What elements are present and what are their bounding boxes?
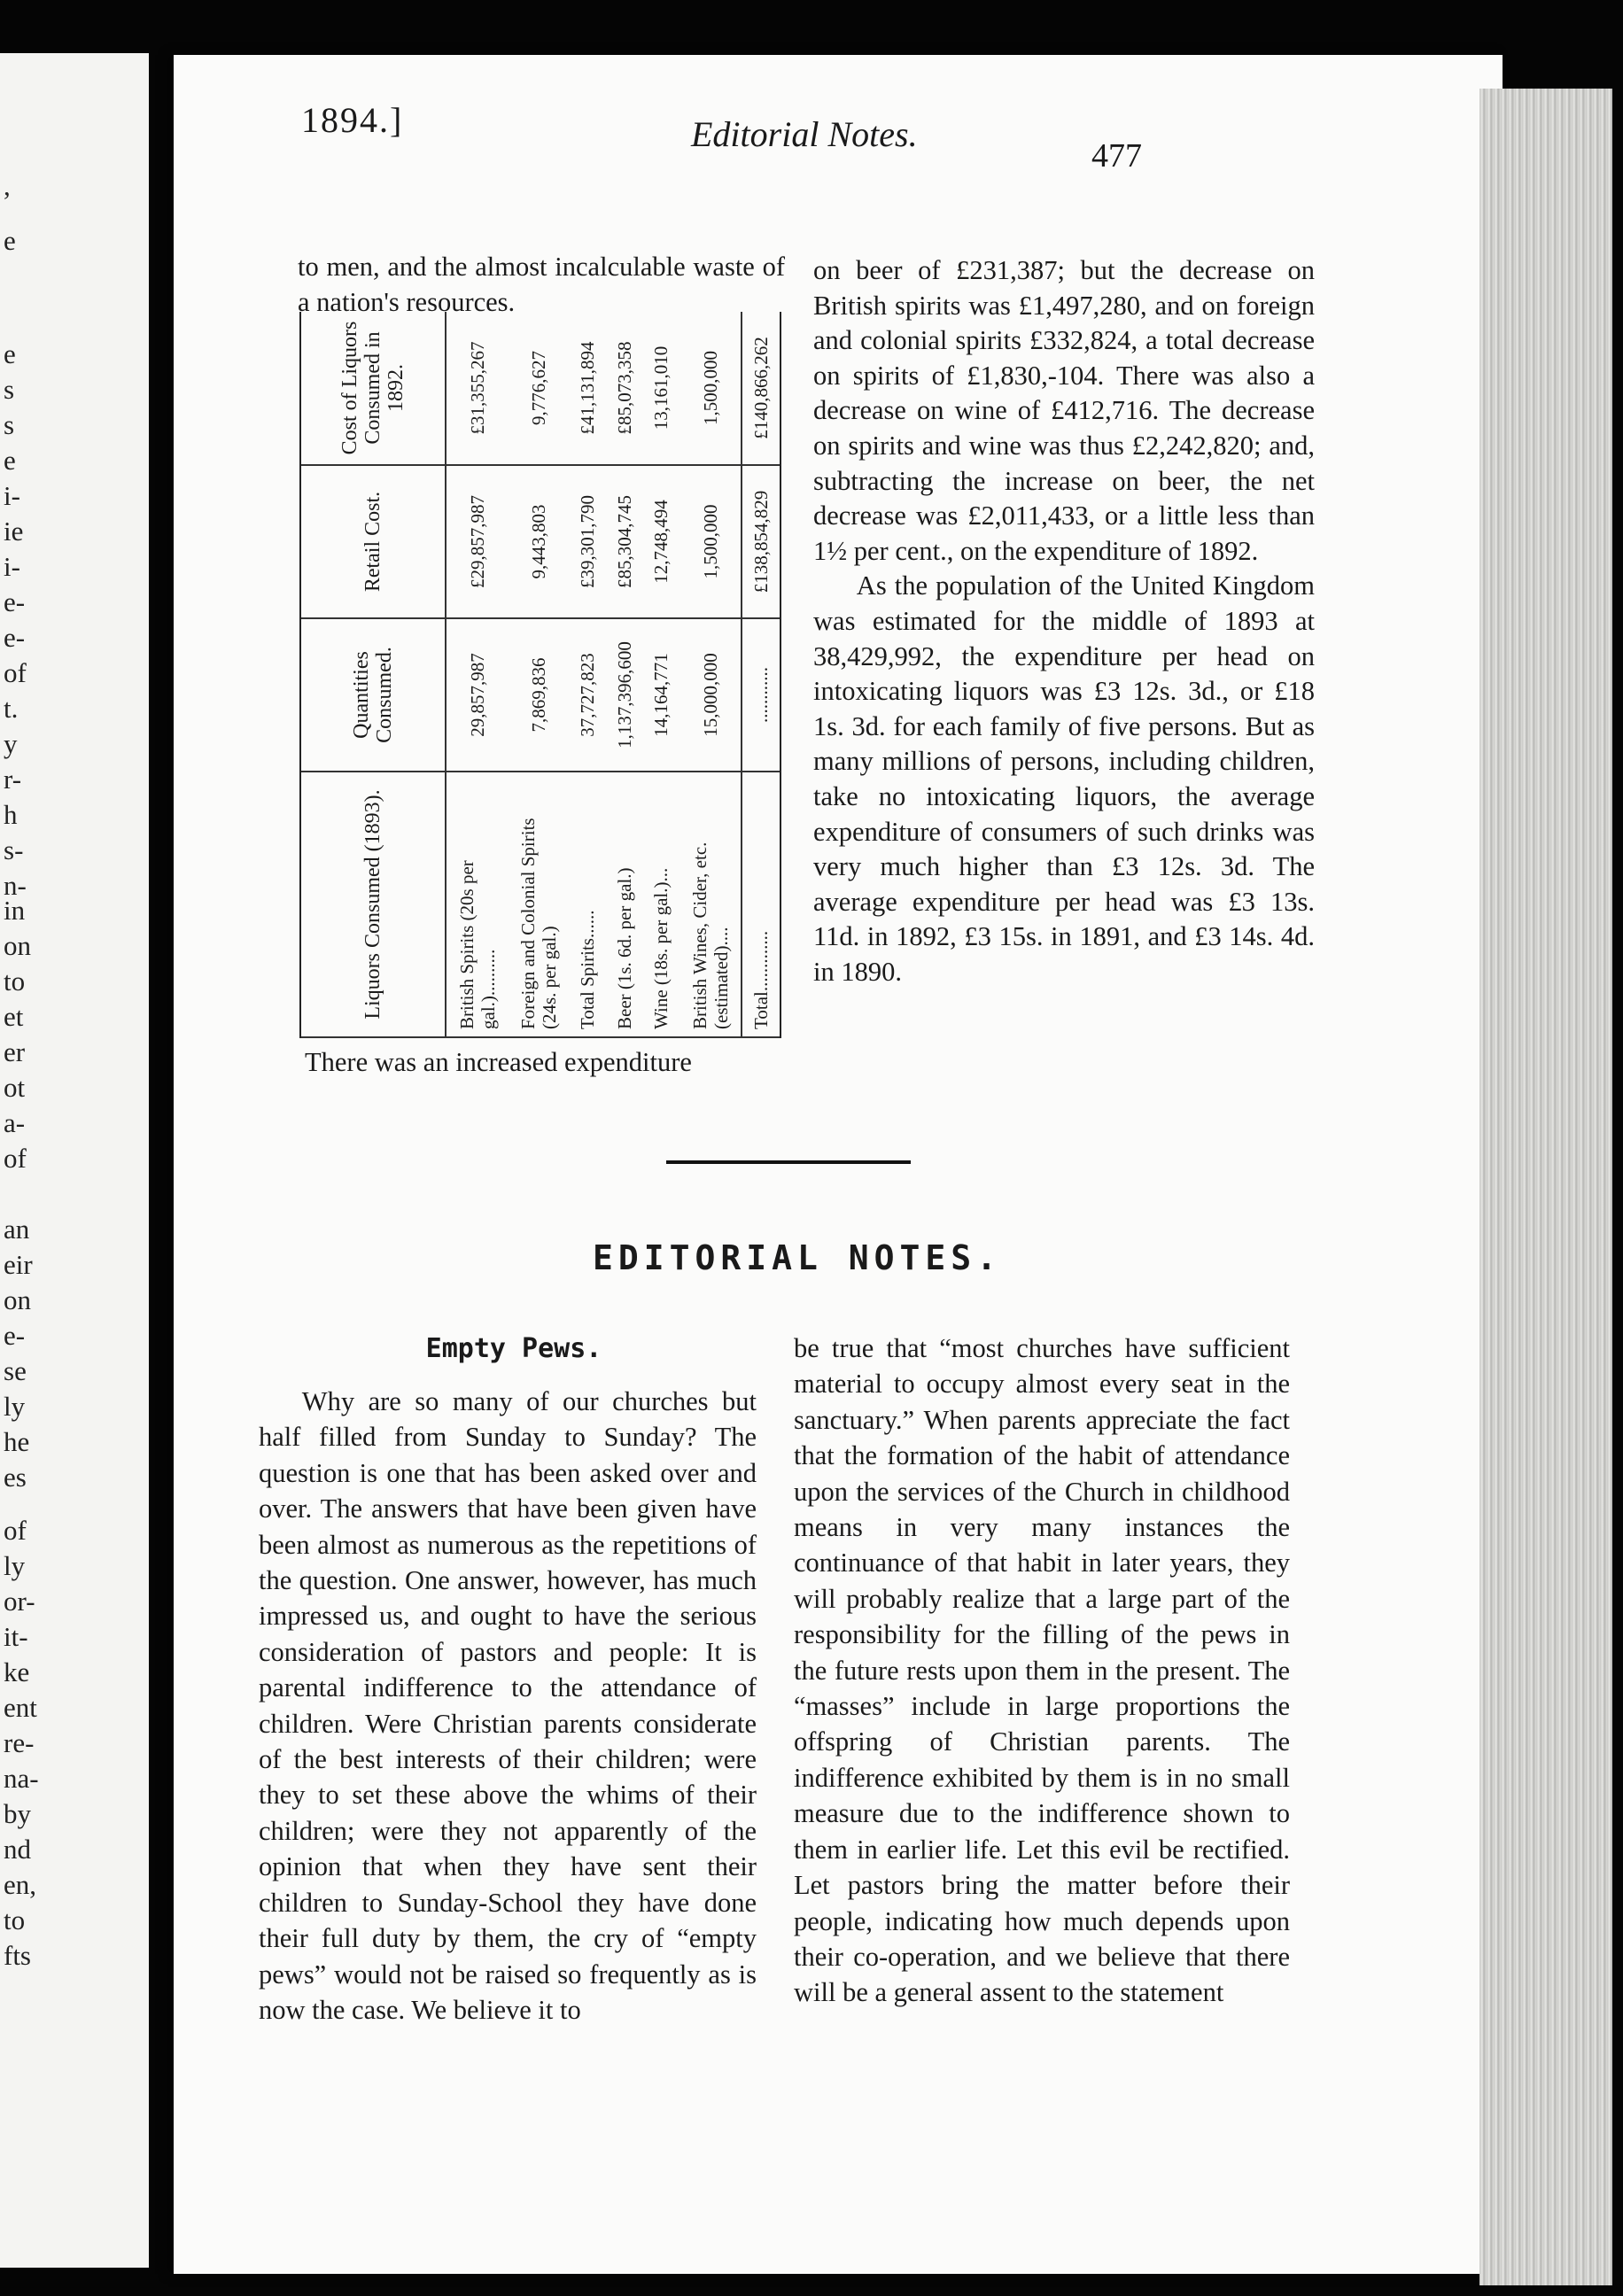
paragraph: on beer of £231,387; but the decrease on British spirits was £1,497,280, and on foreign and colonial spirits £332,824, a total decrease on spirits of £1,830,-104. There was also a decrease on wine of £412,716. The decrease on spirits and wine was thus £2,242,820; and, subtracting the increase on beer, the net decrease was £2,011,433, or a little less than 1½ per cent., on the expenditure of 1892. bbox=[813, 255, 1315, 566]
margin-fragment: ie bbox=[4, 516, 24, 547]
margin-fragment: by bbox=[4, 1798, 31, 1829]
upper-left-lead bbox=[298, 250, 785, 320]
table-cell-quantity: 7,869,836 bbox=[508, 618, 569, 772]
section-rule bbox=[666, 1160, 911, 1164]
table-row bbox=[606, 312, 643, 1037]
margin-fragment: e bbox=[4, 225, 16, 256]
upper-left-tail bbox=[305, 1045, 774, 1081]
paragraph: As the population of the United Kingdom was estimated for the middle of 1893 at 38,429,992, the expenditure per head on intoxicating liquors was £3 12s. 3d., or £18 1s. 3d. for each family of five persons. But as many millions of persons, including children, take no intoxicating liquors, the average expenditure of consumers of such drinks was very much higher than £3 12s. 3d. The average expenditure per head was £3 13s. 11d. in 1892, £3 15s. in 1891, and £3 14s. 4d. in 1890. bbox=[813, 570, 1315, 987]
table-cell-quantity: 37,727,823 bbox=[569, 618, 606, 772]
margin-fragment: in bbox=[4, 895, 26, 926]
table-cell-label: Foreign and Colonial Spirits (24s. per gal.) bbox=[508, 772, 569, 1037]
running-head-year: 1894.] bbox=[301, 100, 404, 140]
article-title: Empty Pews. bbox=[425, 1333, 602, 1364]
table-header: Cost of Liquors Consumed in 1892. bbox=[301, 312, 446, 465]
margin-fragment: fts bbox=[4, 1940, 31, 1971]
table-row bbox=[446, 312, 508, 1037]
table-cell-cost-1892: £140,866,262 bbox=[742, 312, 780, 465]
table-row bbox=[642, 312, 679, 1037]
article-right-column bbox=[794, 1330, 1290, 2011]
table-cell-quantity: 29,857,987 bbox=[446, 618, 508, 772]
margin-fragment: h bbox=[4, 799, 18, 830]
table-header: Liquors Consumed (1893). bbox=[301, 772, 446, 1037]
margin-fragment: na- bbox=[4, 1763, 39, 1794]
article-left-column bbox=[259, 1384, 757, 2028]
table-cell-label: Wine (18s. per gal.)... bbox=[642, 772, 679, 1037]
table-cell-quantity: 1,137,396,600 bbox=[606, 618, 643, 772]
table-cell-retail: £138,854,829 bbox=[742, 465, 780, 618]
table-cell-cost-1892: 1,500,000 bbox=[679, 312, 742, 465]
margin-fragment: e- bbox=[4, 1320, 26, 1351]
margin-fragment: ly bbox=[4, 1391, 26, 1422]
paragraph: Why are so many of our churches but half filled from Sunday to Sunday? The question is one that has been asked over and over. The answers that have been given have been almost as numerous as the repetitions of the question. One answer, however, has much impressed us, and ought to have the serious consideration of pastors and people: It is parental indifference to the attendance of children. Were Christian parents considerate of the best interests of their children; were they to set these above the whims of their children; were they not apparently of the opinion that when they have sent their children to Sunday-School they have done their full duty by them, the cry of “empty pews” would not be raised so frequently as is now the case. We believe it to bbox=[259, 1386, 757, 2025]
margin-fragment: se bbox=[4, 1355, 27, 1386]
paragraph: be true that “most churches have sufficient material to occupy almost every seat in the sanctuary.” When parents appreciate the fact that the formation of the habit of attendance upon the services of the Church in childhood means in very many instances the continuance of that habit in later years, they will probably realize that a large part of the responsibility for the filling of the pews in the future rests upon them in the present. The “masses” include in large proportions the offspring of Christian parents. The indifference exhibited by them is in no small measure due to the indifference shown to them in earlier life. Let this evil be rectified. Let pastors bring the matter before their people, indicating how much depends upon their co-operation, and we believe that there will be a general assent to the statement bbox=[794, 1333, 1290, 2008]
table-total-row bbox=[742, 312, 780, 1037]
margin-fragment: a- bbox=[4, 1107, 26, 1138]
margin-fragment: ke bbox=[4, 1656, 30, 1687]
upper-left-lead-text: to men, and the almost incalculable waste of a nation's resources. bbox=[298, 252, 785, 317]
margin-fragment: of bbox=[4, 1143, 27, 1174]
table-cell-cost-1892: £31,355,267 bbox=[446, 312, 508, 465]
table-cell-quantity: 15,000,000 bbox=[679, 618, 742, 772]
table-cell-quantity: 14,164,771 bbox=[642, 618, 679, 772]
table-cell-label: British Spirits (20s per gal.).......... bbox=[446, 772, 508, 1037]
margin-fragment: n- bbox=[4, 870, 27, 901]
margin-fragment: e bbox=[4, 338, 16, 369]
table-row bbox=[508, 312, 569, 1037]
margin-fragment: an bbox=[4, 1214, 30, 1245]
table-cell-label: British Wines, Cider, etc. (estimated).... bbox=[679, 772, 742, 1037]
margin-fragment: t. bbox=[4, 693, 19, 724]
table-cell-cost-1892: £85,073,358 bbox=[606, 312, 643, 465]
margin-fragment: s bbox=[4, 374, 15, 405]
margin-fragment: , bbox=[4, 170, 11, 201]
table-cell-retail: £29,857,987 bbox=[446, 465, 508, 618]
table-header-row bbox=[301, 312, 446, 1037]
margin-fragment: er bbox=[4, 1036, 26, 1067]
margin-fragment: on bbox=[4, 1284, 31, 1315]
table-cell-retail: £39,301,790 bbox=[569, 465, 606, 618]
table-row bbox=[679, 312, 742, 1037]
margin-fragment: of bbox=[4, 657, 27, 688]
margin-fragment: of bbox=[4, 1515, 27, 1546]
margin-fragment: r- bbox=[4, 764, 22, 795]
margin-fragment: y bbox=[4, 728, 18, 759]
margin-fragment: et bbox=[4, 1001, 24, 1032]
margin-fragment: or- bbox=[4, 1586, 35, 1617]
margin-fragment: it- bbox=[4, 1621, 28, 1652]
table-cell-retail: £85,304,745 bbox=[606, 465, 643, 618]
margin-fragment: s- bbox=[4, 834, 24, 865]
table-cell-label: Total Spirits...... bbox=[569, 772, 606, 1037]
page-edges bbox=[1479, 89, 1612, 2285]
table-cell-cost-1892: 13,161,010 bbox=[642, 312, 679, 465]
table-row bbox=[569, 312, 606, 1037]
liquor-table-body bbox=[301, 312, 780, 1038]
margin-fragment: re- bbox=[4, 1727, 35, 1758]
table-header: Retail Cost. bbox=[301, 465, 446, 618]
margin-fragment: e- bbox=[4, 586, 26, 617]
table-cell-cost-1892: 9,776,627 bbox=[508, 312, 569, 465]
margin-fragment: ly bbox=[4, 1550, 26, 1581]
margin-fragment: e- bbox=[4, 622, 26, 653]
table-cell-label: Beer (1s. 6d. per gal.) bbox=[606, 772, 643, 1037]
margin-fragment: en, bbox=[4, 1869, 37, 1900]
margin-fragment: to bbox=[4, 966, 26, 997]
table-cell-label: Total............. bbox=[742, 772, 780, 1037]
table-cell-retail: 9,443,803 bbox=[508, 465, 569, 618]
page-number: 477 bbox=[1091, 137, 1142, 175]
margin-fragment: he bbox=[4, 1426, 30, 1457]
margin-fragment: on bbox=[4, 930, 31, 961]
margin-fragment: ent bbox=[4, 1692, 37, 1723]
table-header: Quantities Consumed. bbox=[301, 618, 446, 772]
margin-fragment: to bbox=[4, 1904, 26, 1935]
liquor-table bbox=[299, 312, 781, 1038]
margin-fragment: i- bbox=[4, 480, 20, 511]
margin-fragment: es bbox=[4, 1462, 27, 1493]
margin-fragment: ot bbox=[4, 1072, 26, 1103]
margin-fragment: eir bbox=[4, 1249, 33, 1280]
table-cell-retail: 1,500,000 bbox=[679, 465, 742, 618]
margin-fragment: e bbox=[4, 445, 16, 476]
running-head-title: Editorial Notes. bbox=[691, 114, 918, 154]
upper-left-tail-text: There was an increased expenditure bbox=[305, 1047, 692, 1077]
table-cell-retail: 12,748,494 bbox=[642, 465, 679, 618]
section-title: EDITORIAL NOTES. bbox=[592, 1238, 1003, 1277]
margin-fragment: nd bbox=[4, 1834, 31, 1865]
margin-fragment: i- bbox=[4, 551, 20, 582]
table-cell-cost-1892: £41,131,894 bbox=[569, 312, 606, 465]
margin-fragment: s bbox=[4, 409, 15, 440]
table-cell-quantity: ............ bbox=[742, 618, 780, 772]
upper-right-column bbox=[813, 253, 1315, 989]
